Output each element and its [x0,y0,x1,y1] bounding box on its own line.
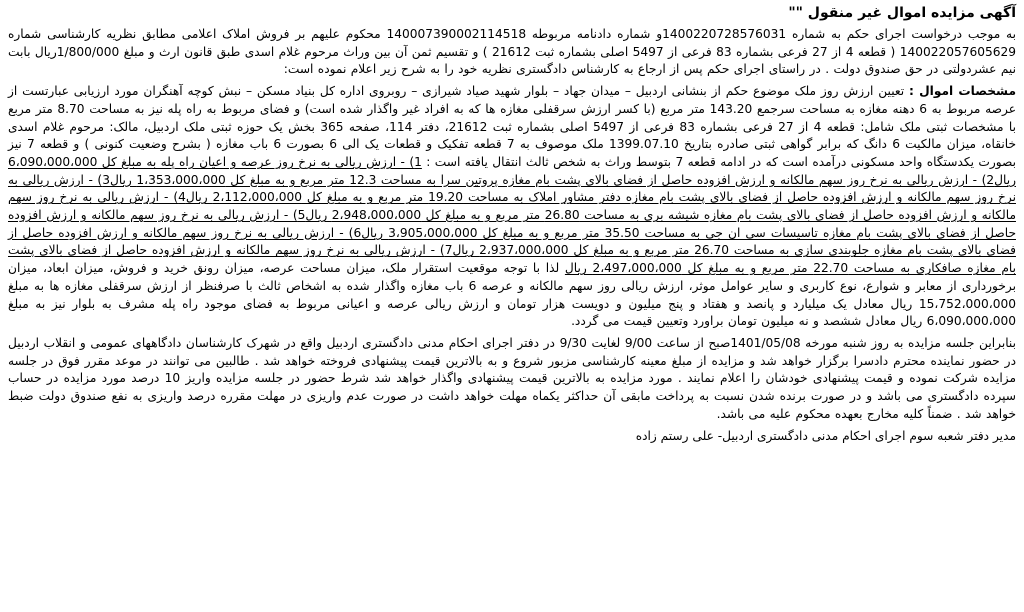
spec-label: مشخصات اموال : [909,84,1016,99]
valuation-list: 1) - ارزش ریالی به نرخ روز عرصه و اعیان راه پله به مبلغ کل 6،090،000،000 ریال2) - ارزش ریالی به نرخ روز سهم مالکانه و ارزش افزوده حاصل از فضای بالای پشت بام مغازه پروتین سرا به مساحت 12.3 متر مربع و به مبلغ کل 1،353،000،000 ریال3) - ارزش ریالی به نرخ روز سهم مالکانه و ارزش افزوده حاصل از فضای بالای پشت بام مغازه دفتر مشاور املاک به مساحت 19.20 متر مربع و به مبلغ کل 2،112،000،000 ریال4) - ارزش ریالی به نرخ روز سهم مالکانه و ارزش افزوده حاصل از فضای بالای پشت بام مغازه شیشه بری به مساحت 26.80 متر مربع و به مبلغ کل 2،948،000،000 ریال5) - ارزش ریالی به نرخ روز سهم مالکانه و ارزش افزوده حاصل از فضای بالای پشت بام مغازه تاسیسات سی ان جی به مساحت 35.50 متر مربع و به مبلغ کل 3،905،000،000 ریال6) - ارزش ریالی به نرخ روز سهم مالکانه و ارزش افزوده حاصل از فضای بالای پشت بام مغازه جلوبندی سازی به مساحت 26.70 متر مربع و به مبلغ کل 2،937،000،000 ریال7) - ارزش ریالی به نرخ روز سهم مالکانه و ارزش افزوده حاصل از فضای بالای پشت بام مغازه صافکاری به مساحت 22.70 متر مربع و به مبلغ کل 2،497،000،000 ریال [8,154,1016,276]
signature-line: مدیر دفتر شعبه سوم اجرای احکام مدنی دادگستری اردبیل- علی رستم زاده [635,429,1016,444]
spec-body: تعیین ارزش روز ملک موضوع حکم از بنشانی اردبیل – میدان جهاد – بلوار شهید صیاد شیرازی – روبروی اداره کل بنیاد مسکن – نبش کوچه آهنگران مورد ارزیابی عبارتست از عرصه مربوط به 6 دهنه مغازه به مساحت سرجمع 143.20 متر مربع (با کسر ارزش سرقفلی مغازه ها که به افراد غیر واگذار شده است) و فضای مربوط به راه پله نیز به مساحت 8.70 متر مربع با مشخصات ثبتی ملک شامل: قطعه 4 از 27 فرعی بشماره 83 فرعی از 5497 اصلی بشماره ثبت 21612، دفتر 114، صفحه 365 بخش یک حوزه ثبتی ملک اردبیل، مالک: مرحوم غلام اسدی خانقاه، میزان مالکیت 6 دانگ که برابر گواهی ثبتی صادره بتاریخ 1399.07.10 ملک موصوف به 7 قطعه تفکیک و قطعات یک الی 6 بصورت 6 باب مغازه ( بشرح وضعیت کنونی ) و قطعه 7 نیز بصورت یکدستگاه واحد مسکونی درآمده است که در ادامه قطعه 7 بتوسط وراث به شخص ثالث انتقال یافته است : [8,84,1017,169]
valuation-conclusion: لذا با توجه موقعیت استقرار ملک، میزان مساحت عرصه، میزان رونق خرید و فروش، میزان ابعاد، میزان برخورداری از معابر و شوارع، نوع کاربری و سایر عوامل موثر، ارزش ریالی روز سهم مالکانه و عرصه 6 باب مغازه واگذار شده به اشخاص ثالث با صرفنظر از ارزش سرقفلی مغازه ها به مبلغ 15،752،000،000 ریال معادل یک میلیارد و پانصد و هفتاد و پنج میلیون و دویست هزار تومان و ارزش ریالی عرصه و اعیانی مربوط به فضای موجود راه پله مشرف به بلوار نیز به مبلغ 6،090،000،000 ریال معادل ششصد و نه میلیون تومان براورد وتعیین قیمت می گردد. [8,261,1016,329]
auction-session-paragraph: بنابراین جلسه مزایده به روز شنبه مورخه 1401/05/08صبح از ساعت 9/00 لغایت 9/30 در دفتر اجرای احکام مدنی دادگستری اردبیل واقع در شهرک کارشناسان دادگاههای عمومی و انقلاب اردبیل در حضور نماینده محترم دادسرا برگزار خواهد شد و مزایده از مبلغ معینه کارشناسی مزبور شروع و به بالاترین قیمت پیشنهادی فروخته خواهد شد . طالبین می توانند در موعد مقرر فوق در جلسه مزایده شرکت نموده و قیمت پیشنهادی خودشان را اعلام نمایند . مورد مزایده به بالاترین قیمت پیشنهادی واگذار خواهد شد شرط حضور در جلسه مزایده واریز 10 درصد مورد مزایده در حساب سپرده دادگستری می باشد و در صورت برنده شدن نسبت به پرداخت مابقی آن حداکثر یکماه مهلت خواهد داشت در صورت عدم واریزی در مهلت مقرره درصد واریزی به نفع صندوق دولت ضبط خواهد شد . ضمناً کلیه مخارج بعهده محکوم علیه می باشد. [8,335,1016,421]
auction-notice [8,4,1016,604]
notice-title: آگهی مزایده اموال غیر منقول "" [788,5,1016,21]
property-spec-paragraph [8,83,1016,331]
intro-paragraph: به موجب درخواست اجرای حکم به شماره 1400220728576031و شماره دادنامه مربوطه 140007390002114518 محکوم علیهم بر فروش املاک اعلامی مطابق نظریه کارشناسی شماره 140022057605629 ( قطعه 4 از 27 فرعی بشماره 83 فرعی از 5497 اصلی بشماره ثبت 21612 ) و تقسیم ثمن آن بین وراث مرحوم غلام اسدی طبق قانون ارث و مبلغ 1/800/000ریال بابت نیم عشردولتی در حق صندوق دولت . در راستای اجرای حکم پس از ارجاع به کارشناس دادگستری نظریه خود را به شرح زیر اعلام نموده است: [8,27,1016,77]
